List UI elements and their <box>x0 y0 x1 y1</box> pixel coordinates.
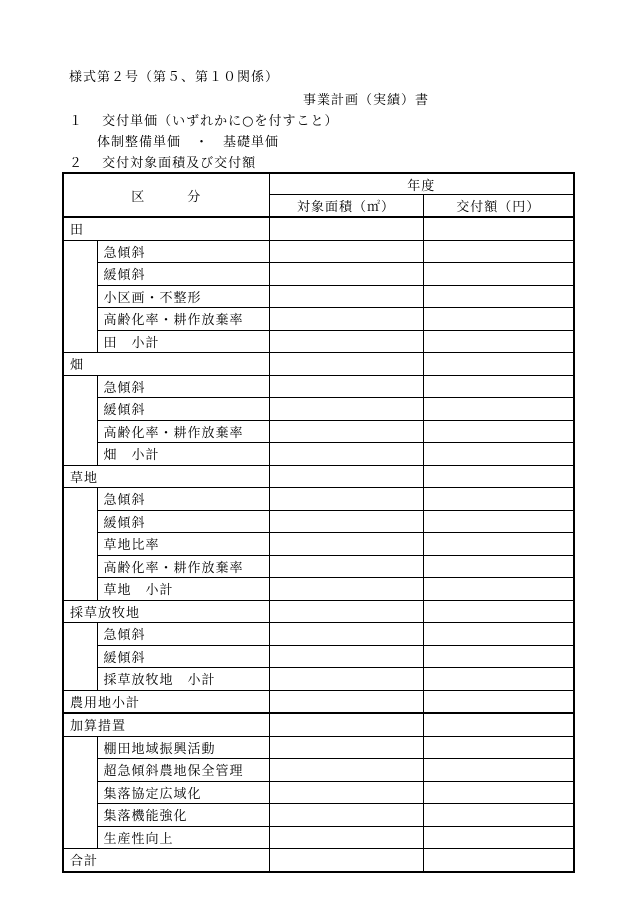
table-row <box>63 849 574 872</box>
table-row <box>63 217 574 240</box>
section-1-heading <box>69 110 339 129</box>
area-cell[interactable] <box>269 555 423 578</box>
area-cell[interactable] <box>269 804 423 827</box>
area-cell[interactable] <box>269 443 423 466</box>
area-cell[interactable] <box>269 668 423 691</box>
document-title: 事業計画（実績）書 <box>303 93 430 108</box>
table-row <box>63 330 574 353</box>
area-cell[interactable] <box>269 465 423 488</box>
summary-label: 合計 <box>63 849 269 872</box>
item-label: 緩傾斜 <box>97 645 269 668</box>
table-row <box>63 826 574 849</box>
item-label: 集落協定広域化 <box>97 781 269 804</box>
item-label: 高齢化率・耕作放棄率 <box>97 555 269 578</box>
item-label: 棚田地域振興活動 <box>97 736 269 759</box>
amount-cell[interactable] <box>423 759 574 782</box>
unit-price-options: 体制整備単価 ・ 基礎単価 <box>97 135 280 150</box>
amount-cell[interactable] <box>423 398 574 421</box>
area-cell[interactable] <box>269 781 423 804</box>
amount-cell[interactable] <box>423 623 574 646</box>
summary-label: 農用地小計 <box>63 690 269 713</box>
amount-cell[interactable] <box>423 690 574 713</box>
table-row <box>63 398 574 421</box>
table-row <box>63 781 574 804</box>
amount-header: 交付額（円） <box>423 195 574 218</box>
table-row <box>63 578 574 601</box>
table-row <box>63 736 574 759</box>
amount-cell[interactable] <box>423 668 574 691</box>
table-row <box>63 510 574 533</box>
group-indent <box>63 623 97 691</box>
group-label: 採草放牧地 <box>63 600 269 623</box>
area-cell[interactable] <box>269 353 423 376</box>
amount-cell[interactable] <box>423 510 574 533</box>
amount-cell[interactable] <box>423 375 574 398</box>
area-cell[interactable] <box>269 510 423 533</box>
area-cell[interactable] <box>269 263 423 286</box>
area-header: 対象面積（㎡） <box>269 195 423 218</box>
area-cell[interactable] <box>269 759 423 782</box>
year-header: 年度 <box>269 173 574 195</box>
area-cell[interactable] <box>269 600 423 623</box>
table-row <box>63 353 574 376</box>
amount-cell[interactable] <box>423 849 574 872</box>
area-cell[interactable] <box>269 398 423 421</box>
area-cell[interactable] <box>269 849 423 872</box>
area-cell[interactable] <box>269 375 423 398</box>
amount-cell[interactable] <box>423 217 574 240</box>
item-label: 高齢化率・耕作放棄率 <box>97 420 269 443</box>
amount-cell[interactable] <box>423 600 574 623</box>
table-row <box>63 420 574 443</box>
section-2-heading <box>69 152 256 171</box>
area-cell[interactable] <box>269 713 423 736</box>
item-label: 高齢化率・耕作放棄率 <box>97 308 269 331</box>
item-label: 緩傾斜 <box>97 510 269 533</box>
amount-cell[interactable] <box>423 578 574 601</box>
amount-cell[interactable] <box>423 240 574 263</box>
table-row <box>63 623 574 646</box>
item-label: 急傾斜 <box>97 375 269 398</box>
group-indent <box>63 240 97 353</box>
area-cell[interactable] <box>269 330 423 353</box>
group-label: 畑 <box>63 353 269 376</box>
table-row <box>63 804 574 827</box>
area-cell[interactable] <box>269 736 423 759</box>
area-cell[interactable] <box>269 285 423 308</box>
section-2-number: ２ <box>69 156 84 171</box>
subsidy-table <box>62 172 575 873</box>
section-1-label: 交付単価（いずれかに○を付すこと） <box>102 114 339 129</box>
table-row <box>63 308 574 331</box>
table-row <box>63 713 574 736</box>
amount-cell[interactable] <box>423 488 574 511</box>
amount-cell[interactable] <box>423 736 574 759</box>
item-label: 畑 小計 <box>97 443 269 466</box>
item-label: 急傾斜 <box>97 488 269 511</box>
table-row <box>63 600 574 623</box>
item-label: 緩傾斜 <box>97 398 269 421</box>
amount-cell[interactable] <box>423 420 574 443</box>
amount-cell[interactable] <box>423 533 574 556</box>
group-indent <box>63 736 97 849</box>
item-label: 草地比率 <box>97 533 269 556</box>
item-label: 草地 小計 <box>97 578 269 601</box>
amount-cell[interactable] <box>423 713 574 736</box>
item-label: 田 小計 <box>97 330 269 353</box>
category-header: 区 分 <box>63 173 269 217</box>
item-label: 小区画・不整形 <box>97 285 269 308</box>
table-row <box>63 759 574 782</box>
item-label: 急傾斜 <box>97 623 269 646</box>
area-cell[interactable] <box>269 488 423 511</box>
table-row <box>63 488 574 511</box>
area-cell[interactable] <box>269 240 423 263</box>
table-row <box>63 465 574 488</box>
table-row <box>63 645 574 668</box>
table-row <box>63 263 574 286</box>
area-cell[interactable] <box>269 578 423 601</box>
area-cell[interactable] <box>269 826 423 849</box>
amount-cell[interactable] <box>423 443 574 466</box>
table-row <box>63 285 574 308</box>
area-cell[interactable] <box>269 533 423 556</box>
area-cell[interactable] <box>269 217 423 240</box>
area-cell[interactable] <box>269 420 423 443</box>
section-2-label: 交付対象面積及び交付額 <box>102 156 257 171</box>
table-row <box>63 443 574 466</box>
group-label: 加算措置 <box>63 713 269 736</box>
group-label: 草地 <box>63 465 269 488</box>
table-row <box>63 555 574 578</box>
amount-cell[interactable] <box>423 330 574 353</box>
area-cell[interactable] <box>269 690 423 713</box>
item-label: 生産性向上 <box>97 826 269 849</box>
amount-cell[interactable] <box>423 263 574 286</box>
table-row <box>63 533 574 556</box>
amount-cell[interactable] <box>423 804 574 827</box>
table-row <box>63 690 574 713</box>
area-cell[interactable] <box>269 645 423 668</box>
item-label: 集落機能強化 <box>97 804 269 827</box>
amount-cell[interactable] <box>423 353 574 376</box>
area-cell[interactable] <box>269 623 423 646</box>
item-label: 緩傾斜 <box>97 263 269 286</box>
table-row <box>63 240 574 263</box>
amount-cell[interactable] <box>423 826 574 849</box>
amount-cell[interactable] <box>423 555 574 578</box>
area-cell[interactable] <box>269 308 423 331</box>
form-number: 様式第２号（第５、第１０関係） <box>69 70 280 85</box>
item-label: 急傾斜 <box>97 240 269 263</box>
table-row <box>63 668 574 691</box>
table-row <box>63 375 574 398</box>
amount-cell[interactable] <box>423 645 574 668</box>
section-1-number: １ <box>69 114 84 129</box>
amount-cell[interactable] <box>423 308 574 331</box>
amount-cell[interactable] <box>423 285 574 308</box>
item-label: 超急傾斜農地保全管理 <box>97 759 269 782</box>
item-label: 採草放牧地 小計 <box>97 668 269 691</box>
amount-cell[interactable] <box>423 465 574 488</box>
group-label: 田 <box>63 217 269 240</box>
amount-cell[interactable] <box>423 781 574 804</box>
group-indent <box>63 488 97 601</box>
group-indent <box>63 375 97 465</box>
